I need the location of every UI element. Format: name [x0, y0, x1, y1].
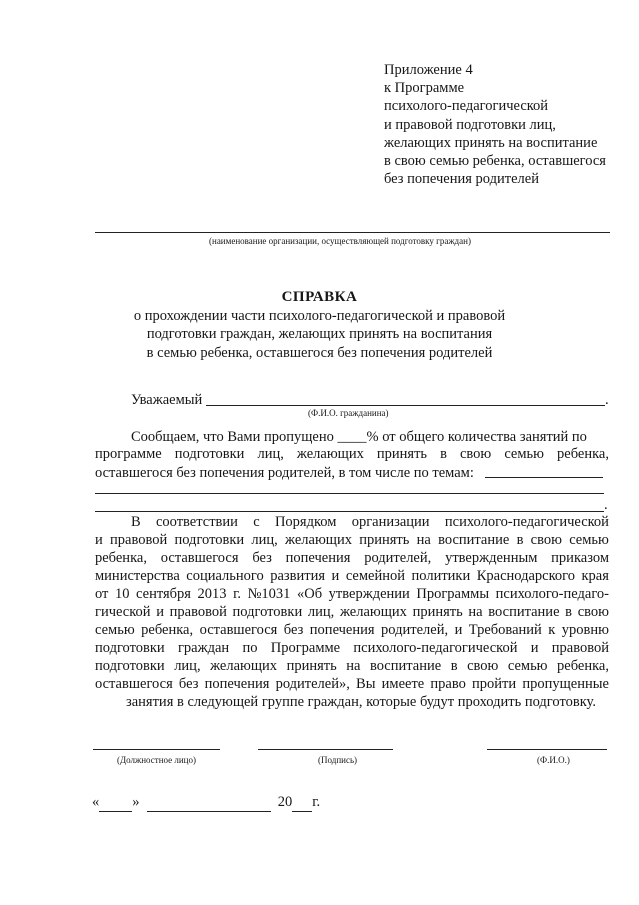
para2-line: подготовки лиц, желающих принять на воспитание в свою семью ребенка,	[95, 658, 609, 674]
attachment-line: без попечения родителей	[384, 171, 539, 188]
attachment-line: и правовой подготовки лиц,	[384, 116, 556, 133]
attachment-line: желающих принять на воспитание	[384, 134, 598, 151]
para2-line: министерства социального развития и семейной политики Краснодарского края	[95, 568, 609, 584]
salutation-end: .	[605, 392, 609, 408]
signature-caption: (Подпись)	[318, 755, 358, 765]
attachment-line: в свою семью ребенка, оставшегося	[384, 153, 606, 170]
day-field[interactable]	[99, 793, 132, 812]
month-field[interactable]	[147, 793, 271, 812]
date-close-quote: »	[132, 794, 140, 810]
para2-line: В соответствии с Порядком организации психолого-педагогической	[131, 514, 609, 530]
document-subtitle	[0, 307, 639, 362]
year-field[interactable]	[292, 793, 312, 812]
para2-line: гической и правовой подготовки лиц, желающих принять на воспитание в свою	[95, 604, 609, 620]
position-caption: (Должностное лицо)	[117, 755, 196, 765]
signature-line[interactable]	[258, 749, 393, 750]
para1-line: оставшегося без попечения родителей, в том числе по темам:	[95, 465, 474, 481]
organization-caption: (наименование организации, осуществляющей подготовку граждан)	[209, 236, 471, 246]
recipient-caption: (Ф.И.О. гражданина)	[308, 408, 389, 418]
attachment-block	[384, 61, 606, 188]
organization-name-line[interactable]	[95, 232, 610, 233]
topics-line[interactable]	[95, 493, 604, 494]
para1-end: .	[604, 497, 608, 513]
year-prefix: 20	[277, 794, 293, 810]
para1-line: программе подготовки лиц, желающих принять в свою семью ребенка,	[95, 446, 609, 462]
para2-line: и правовой подготовки лиц, желающих принять на воспитание в свою семью	[95, 532, 609, 548]
subtitle-line: в семью ребенка, оставшегося без попечения родителей	[146, 344, 493, 361]
full-name-caption: (Ф.И.О.)	[537, 755, 570, 765]
attachment-line: психолого-педагогической	[384, 98, 549, 115]
para2-line: занятия в следующей группе граждан, которые будут проходить подготовку.	[126, 694, 596, 710]
year-suffix: г.	[312, 794, 321, 810]
salutation-text: Уважаемый	[131, 392, 203, 408]
para2-line: семью ребенка, оставшегося без попечения родителей, и Требований к уровню	[95, 622, 609, 638]
topics-line[interactable]	[95, 511, 604, 512]
para2-line: ребенка, оставшегося без попечения родителей, утвержденным приказом	[95, 550, 609, 566]
position-line[interactable]	[93, 749, 220, 750]
para2-line: подготовки граждан по Программе психолого-педагогической и правовой	[95, 640, 609, 656]
para2-line: от 10 сентября 2013 г. №1031 «Об утверждении Программы психолого-педаго-	[95, 586, 609, 602]
date-line	[92, 793, 320, 812]
attachment-line: Приложение 4	[384, 62, 473, 78]
recipient-name-line[interactable]	[206, 405, 605, 406]
document-title: СПРАВКА	[281, 289, 358, 305]
date-open-quote: «	[92, 794, 100, 810]
subtitle-line: подготовки граждан, желающих принять на воспитания	[146, 326, 493, 343]
full-name-line[interactable]	[487, 749, 607, 750]
subtitle-line: о прохождении части психолого-педагогической и правовой	[133, 308, 506, 324]
para1-line: Сообщаем, что Вами пропущено ____% от общего количества занятий по	[131, 429, 587, 445]
topics-line[interactable]	[485, 477, 603, 478]
attachment-line: к Программе	[384, 80, 465, 97]
para2-line: оставшегося без попечения родителей», Вы имеете право пройти пропущенные	[95, 676, 609, 692]
